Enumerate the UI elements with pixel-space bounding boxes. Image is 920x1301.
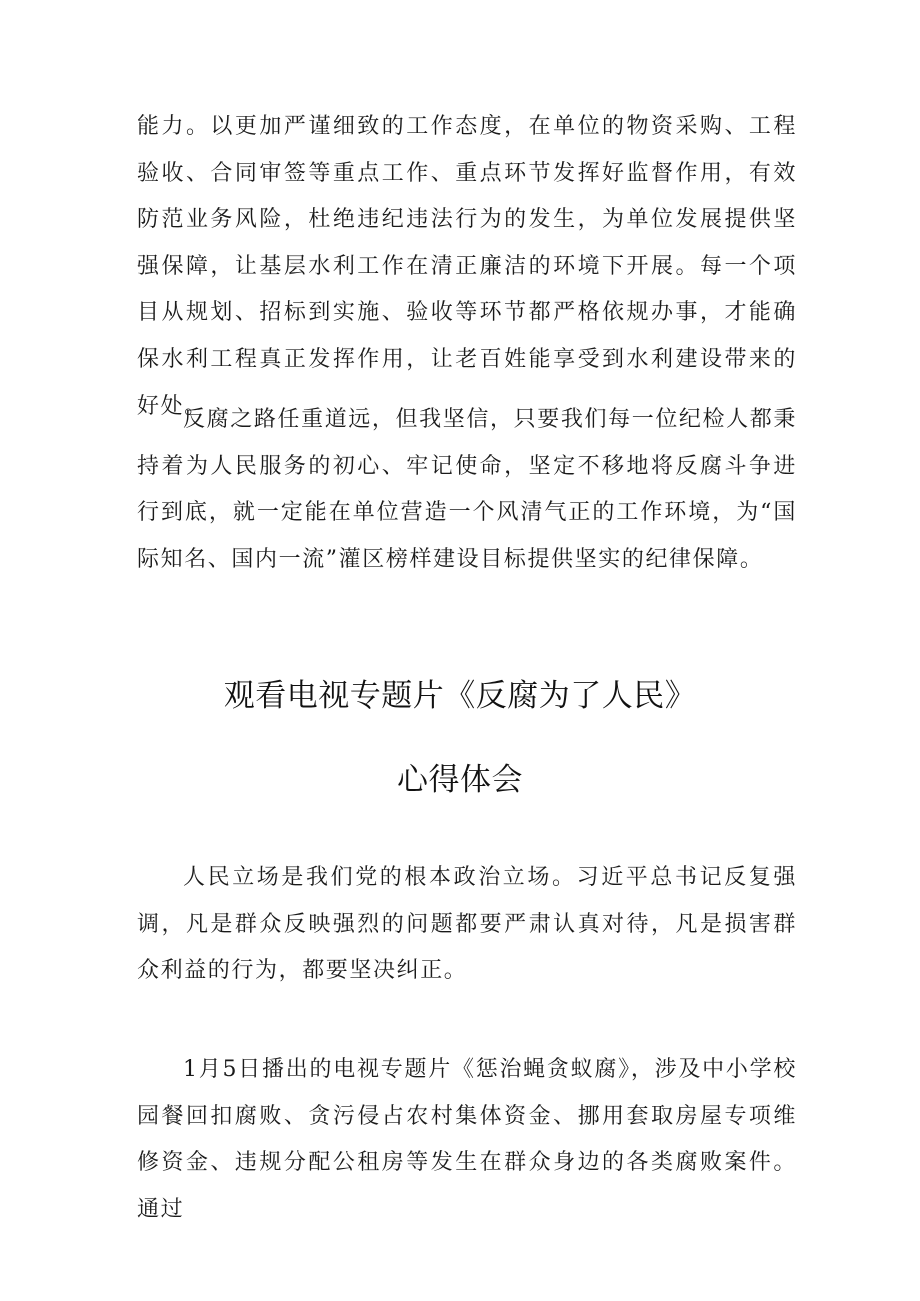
paragraph-tv-program: 1月5日播出的电视专题片《惩治蝇贪蚁腐》，涉及中小学校园餐回扣腐败、贪污侵占农村集体资金、挪用套取房屋专项维修资金、违规分配公租房等发生在群众身边的各类腐败案件。通过 <box>137 1057 797 1222</box>
article-title-line1: 观看电视专题片《反腐为了人民》 <box>223 678 697 714</box>
paragraph-continuation: 能力。以更加严谨细致的工作态度，在单位的物资采购、工程验收、合同审签等重点工作、重点环节发挥好监督作用，有效防范业务风险，杜绝违纪违法行为的发生，为单位发展提供坚强保障，让基层水利工作在清正廉洁的环境下开展。每一个项目从规划、招标到实施、验收等环节都严格依规办事，才能确保水利工程真正发挥作用，让老百姓能享受到水利建设带来的好处。 <box>137 114 797 419</box>
article-title-line2: 心得体会 <box>397 762 523 798</box>
paragraph-people-stance: 人民立场是我们党的根本政治立场。习近平总书记反复强调，凡是群众反映强烈的问题都要严肃认真对待，凡是损害群众利益的行为，都要坚决纠正。 <box>137 865 797 984</box>
paragraph-anticorruption-road: 反腐之路任重道远，但我坚信，只要我们每一位纪检人都秉持着为人民服务的初心、牢记使命，坚定不移地将反腐斗争进行到底，就一定能在单位营造一个风清气正的工作环境，为“国际知名、国内一流”灌区榜样建设目标提供坚实的纪律保障。 <box>137 407 797 572</box>
